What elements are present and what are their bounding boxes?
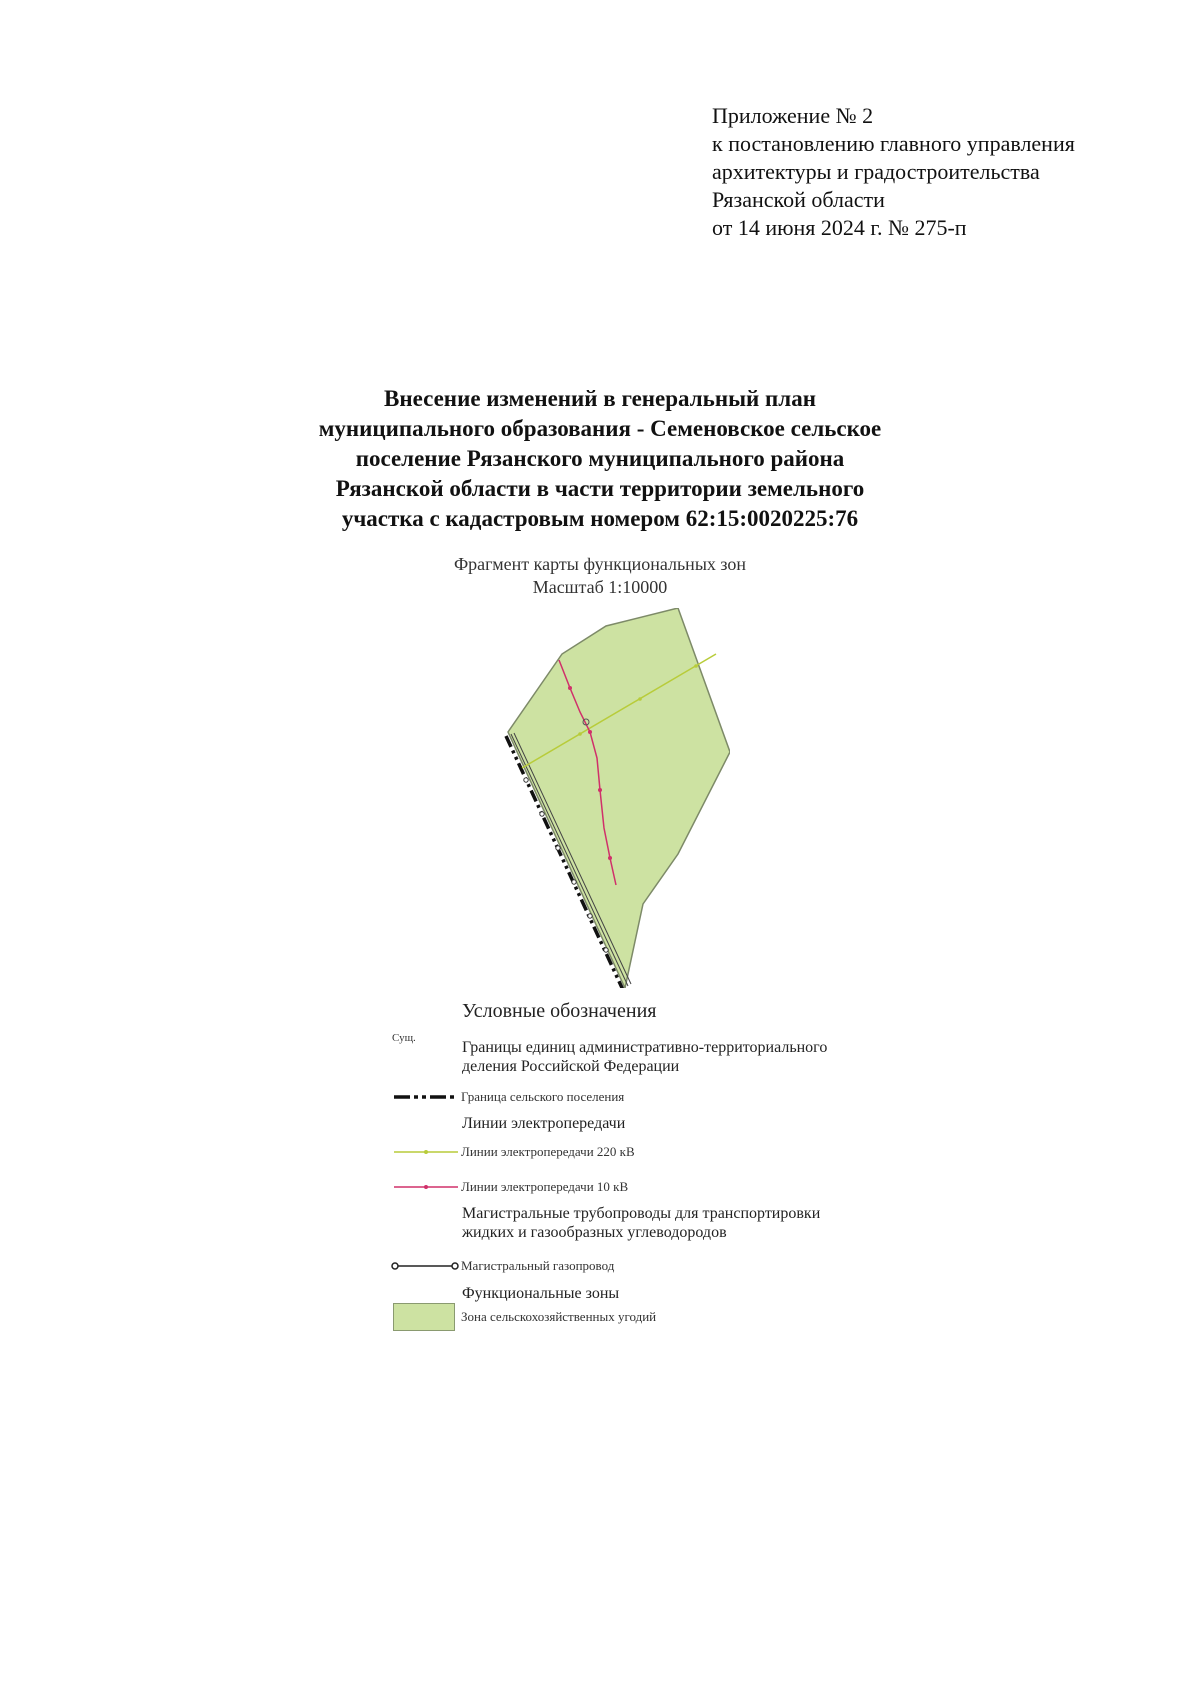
legend-zones-heading: Функциональные зоны — [462, 1285, 620, 1302]
legend-power-220: Линии электропередачи 220 кВ — [461, 1144, 635, 1159]
legend-power-lines-heading: Линии электропередачи — [462, 1115, 626, 1132]
map-fragment-label: Фрагмент карты функциональных зон — [453, 554, 747, 574]
appendix-line-4: Рязанской области — [712, 187, 885, 212]
appendix-line-3: архитектуры и градостроительства — [712, 159, 1040, 184]
document-title — [240, 384, 960, 534]
legend-power-10: Линии электропередачи 10 кВ — [461, 1179, 629, 1194]
title-line-5: участка с кадастровым номером 62:15:0020225:76 — [341, 506, 859, 531]
title-line-3: поселение Рязанского муниципального района — [355, 446, 845, 471]
legend-pipelines-line-2: жидких и газообразных углеводородов — [462, 1224, 727, 1241]
rural-boundary-symbol — [390, 1090, 460, 1104]
legend-agri-zone: Зона сельскохозяйственных угодий — [461, 1309, 657, 1324]
appendix-line-1: Приложение № 2 — [712, 103, 874, 128]
legend-abbr: Сущ. — [392, 1032, 416, 1044]
legend-heading: Условные обозначения — [462, 1000, 657, 1022]
legend-pipelines-heading — [462, 1204, 820, 1242]
title-line-1: Внесение изменений в генеральный план — [384, 386, 816, 411]
legend-pipelines-line-1: Магистральные трубопроводы для транспортировки — [462, 1205, 821, 1222]
gas-pipeline-symbol — [390, 1259, 460, 1273]
appendix-line-2: к постановлению главного управления — [712, 131, 1075, 156]
map-subtitle — [300, 553, 900, 599]
power-220-symbol — [390, 1145, 460, 1159]
legend-rural-boundary: Граница сельского поселения — [461, 1089, 625, 1104]
agri-zone-swatch — [393, 1303, 455, 1331]
legend-admin-boundaries-line-2: деления Российской Федерации — [462, 1058, 680, 1075]
legend-admin-boundaries-line-1: Границы единиц административно-территориального — [462, 1039, 828, 1056]
power-10-symbol — [390, 1180, 460, 1194]
map-scale-label: Масштаб 1:10000 — [532, 577, 668, 597]
appendix-line-5: от 14 июня 2024 г. № 275-п — [712, 215, 967, 240]
legend-gas-pipeline: Магистральный газопровод — [461, 1258, 615, 1273]
legend-admin-boundaries — [462, 1038, 827, 1076]
map-fragment — [500, 608, 730, 988]
title-line-2: муниципального образования - Семеновское сельское — [318, 416, 882, 441]
appendix-header — [712, 102, 1075, 242]
title-line-4: Рязанской области в части территории земельного — [335, 476, 865, 501]
